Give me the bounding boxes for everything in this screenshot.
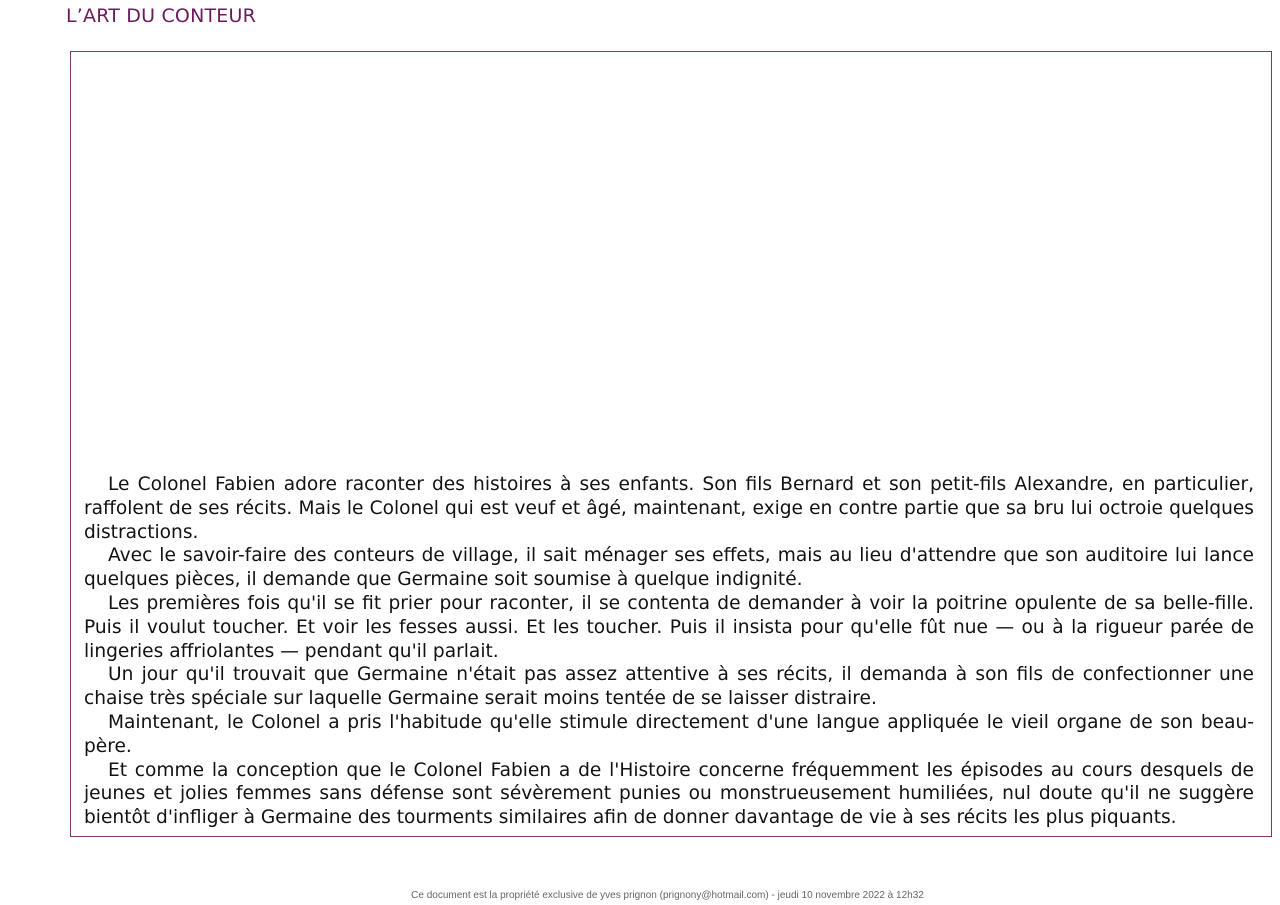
illustration-frame bbox=[70, 51, 1272, 837]
page-title: L’ART DU CONTEUR bbox=[66, 5, 257, 27]
paragraph: Et comme la conception que le Colonel Fabien a de l'Histoire concerne fréquemment les épisodes au cours desquels de jeunes et jolies femmes sans défense sont sévèrement punies ou monstrueusement humiliées, nul doute qu'il ne suggère bientôt d'infliger à Germaine des tourments similaires afin de donner davantage de vie à ses récits les plus piquants. bbox=[84, 759, 1254, 829]
paragraph: Avec le savoir-faire des conteurs de village, il sait ménager ses effets, mais au lieu d'attendre que son auditoire lui lance quelques pièces, il demande que Germaine soit soumise à quelque indignité. bbox=[84, 545, 1254, 591]
paragraph: Un jour qu'il trouvait que Germaine n'était pas assez attentive à ses récits, il demanda à son fils de confectionner une chaise très spéciale sur laquelle Germaine serait moins tentée de se laisser distraire. bbox=[84, 664, 1254, 710]
paragraph: Maintenant, le Colonel a pris l'habitude qu'elle stimule directement d'une langue appliquée le vieil organe de son beau-père. bbox=[84, 712, 1254, 757]
copyright-footer: Ce document est la propriété exclusive de yves prignon (prignony@hotmail.com) - jeudi 10 novembre 2022 à 12h32 bbox=[411, 890, 924, 901]
paragraph: Le Colonel Fabien adore raconter des histoires à ses enfants. Son fils Bernard et son petit-fils Alexandre, en particulier, raffolent de ses récits. Mais le Colonel qui est veuf et âgé, maintenant, exige en contre partie que sa bru lui octroie quelques distractions. bbox=[84, 474, 1254, 543]
story-text bbox=[71, 473, 1271, 836]
paragraph: Les premières fois qu'il se fit prier pour raconter, il se contenta de demander à voir la poitrine opulente de sa belle-fille. Puis il voulut toucher. Et voir les fesses aussi. Et les toucher. Puis il insista pour qu'elle fût nue — ou à la rigueur parée de lingeries affriolantes — pendant qu'il parlait. bbox=[84, 593, 1254, 662]
